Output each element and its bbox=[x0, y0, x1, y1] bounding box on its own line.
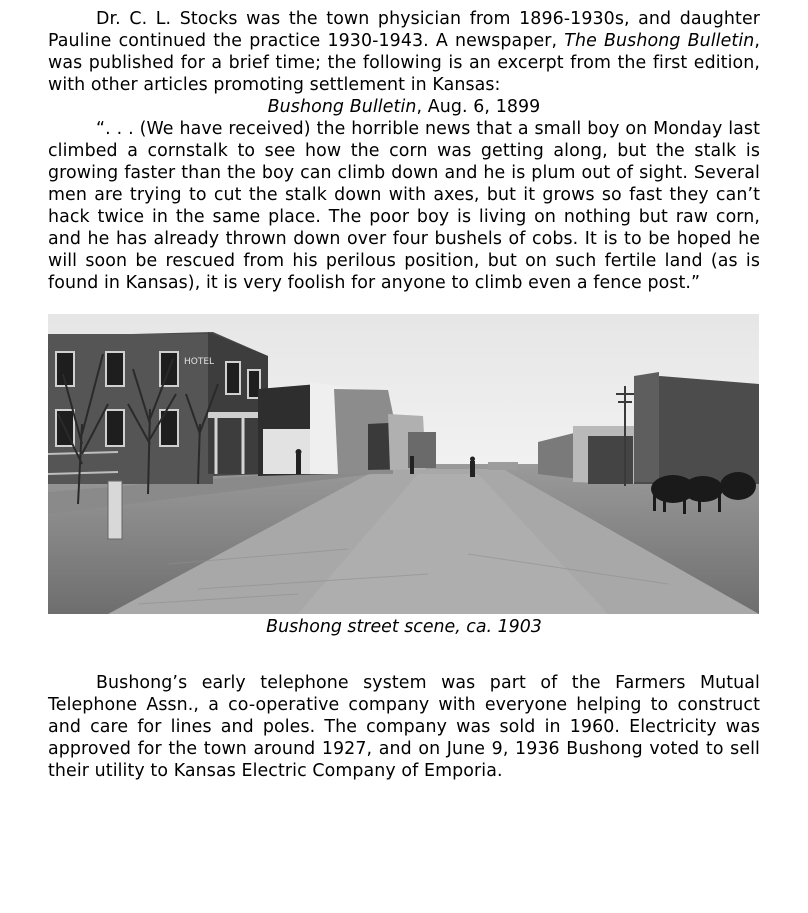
document-page bbox=[48, 8, 760, 782]
dateline bbox=[48, 96, 760, 118]
photo-caption: Bushong street scene, ca. 1903 bbox=[266, 617, 542, 637]
newspaper-title: The Bushong Bulletin bbox=[564, 31, 755, 51]
telephone-paragraph: Bushong’s early telephone system was part of the Farmers Mutual Telephone Assn., a co-operative company with everyone helping to construct and care for lines and poles. The company was sold in 1960. Electricity was approved for the town around 1927, and on June 9, 1936 Bushong voted to sell their utility to Kansas Electric Company of Emporia. bbox=[48, 673, 760, 781]
hotel-sign: HOTEL bbox=[184, 357, 215, 367]
dateline-paper: Bushong Bulletin bbox=[267, 97, 417, 117]
street-scene-photo bbox=[48, 314, 759, 614]
intro-paragraph bbox=[48, 8, 760, 96]
intro-text-a: Dr. C. L. Stocks was the town physician from 1896-1930s, and daughter Pauline continued the practice 1930-1943. A newspaper, bbox=[48, 9, 760, 51]
intro-text-b: , was published for a brief time; the following is an excerpt from the first edition, with other articles promoting settlement in Kansas: bbox=[48, 31, 761, 95]
quote-paragraph: “. . . (We have received) the horrible news that a small boy on Monday last climbed a cornstalk to see how the corn was getting along, but the stalk is growing faster than the boy can climb down and he is plum out of sight. Several men are trying to cut the stalk down with axes, but it grows so fast they can’t hack twice in the same place. The poor boy is living on nothing but raw corn, and he has already thrown down over four bushels of cobs. It is to be hoped he will soon be rescued from his perilous position, but on such fertile land (as is found in Kansas), it is very foolish for anyone to climb even a fence post.” bbox=[48, 119, 760, 293]
dateline-date: , Aug. 6, 1899 bbox=[416, 97, 541, 117]
